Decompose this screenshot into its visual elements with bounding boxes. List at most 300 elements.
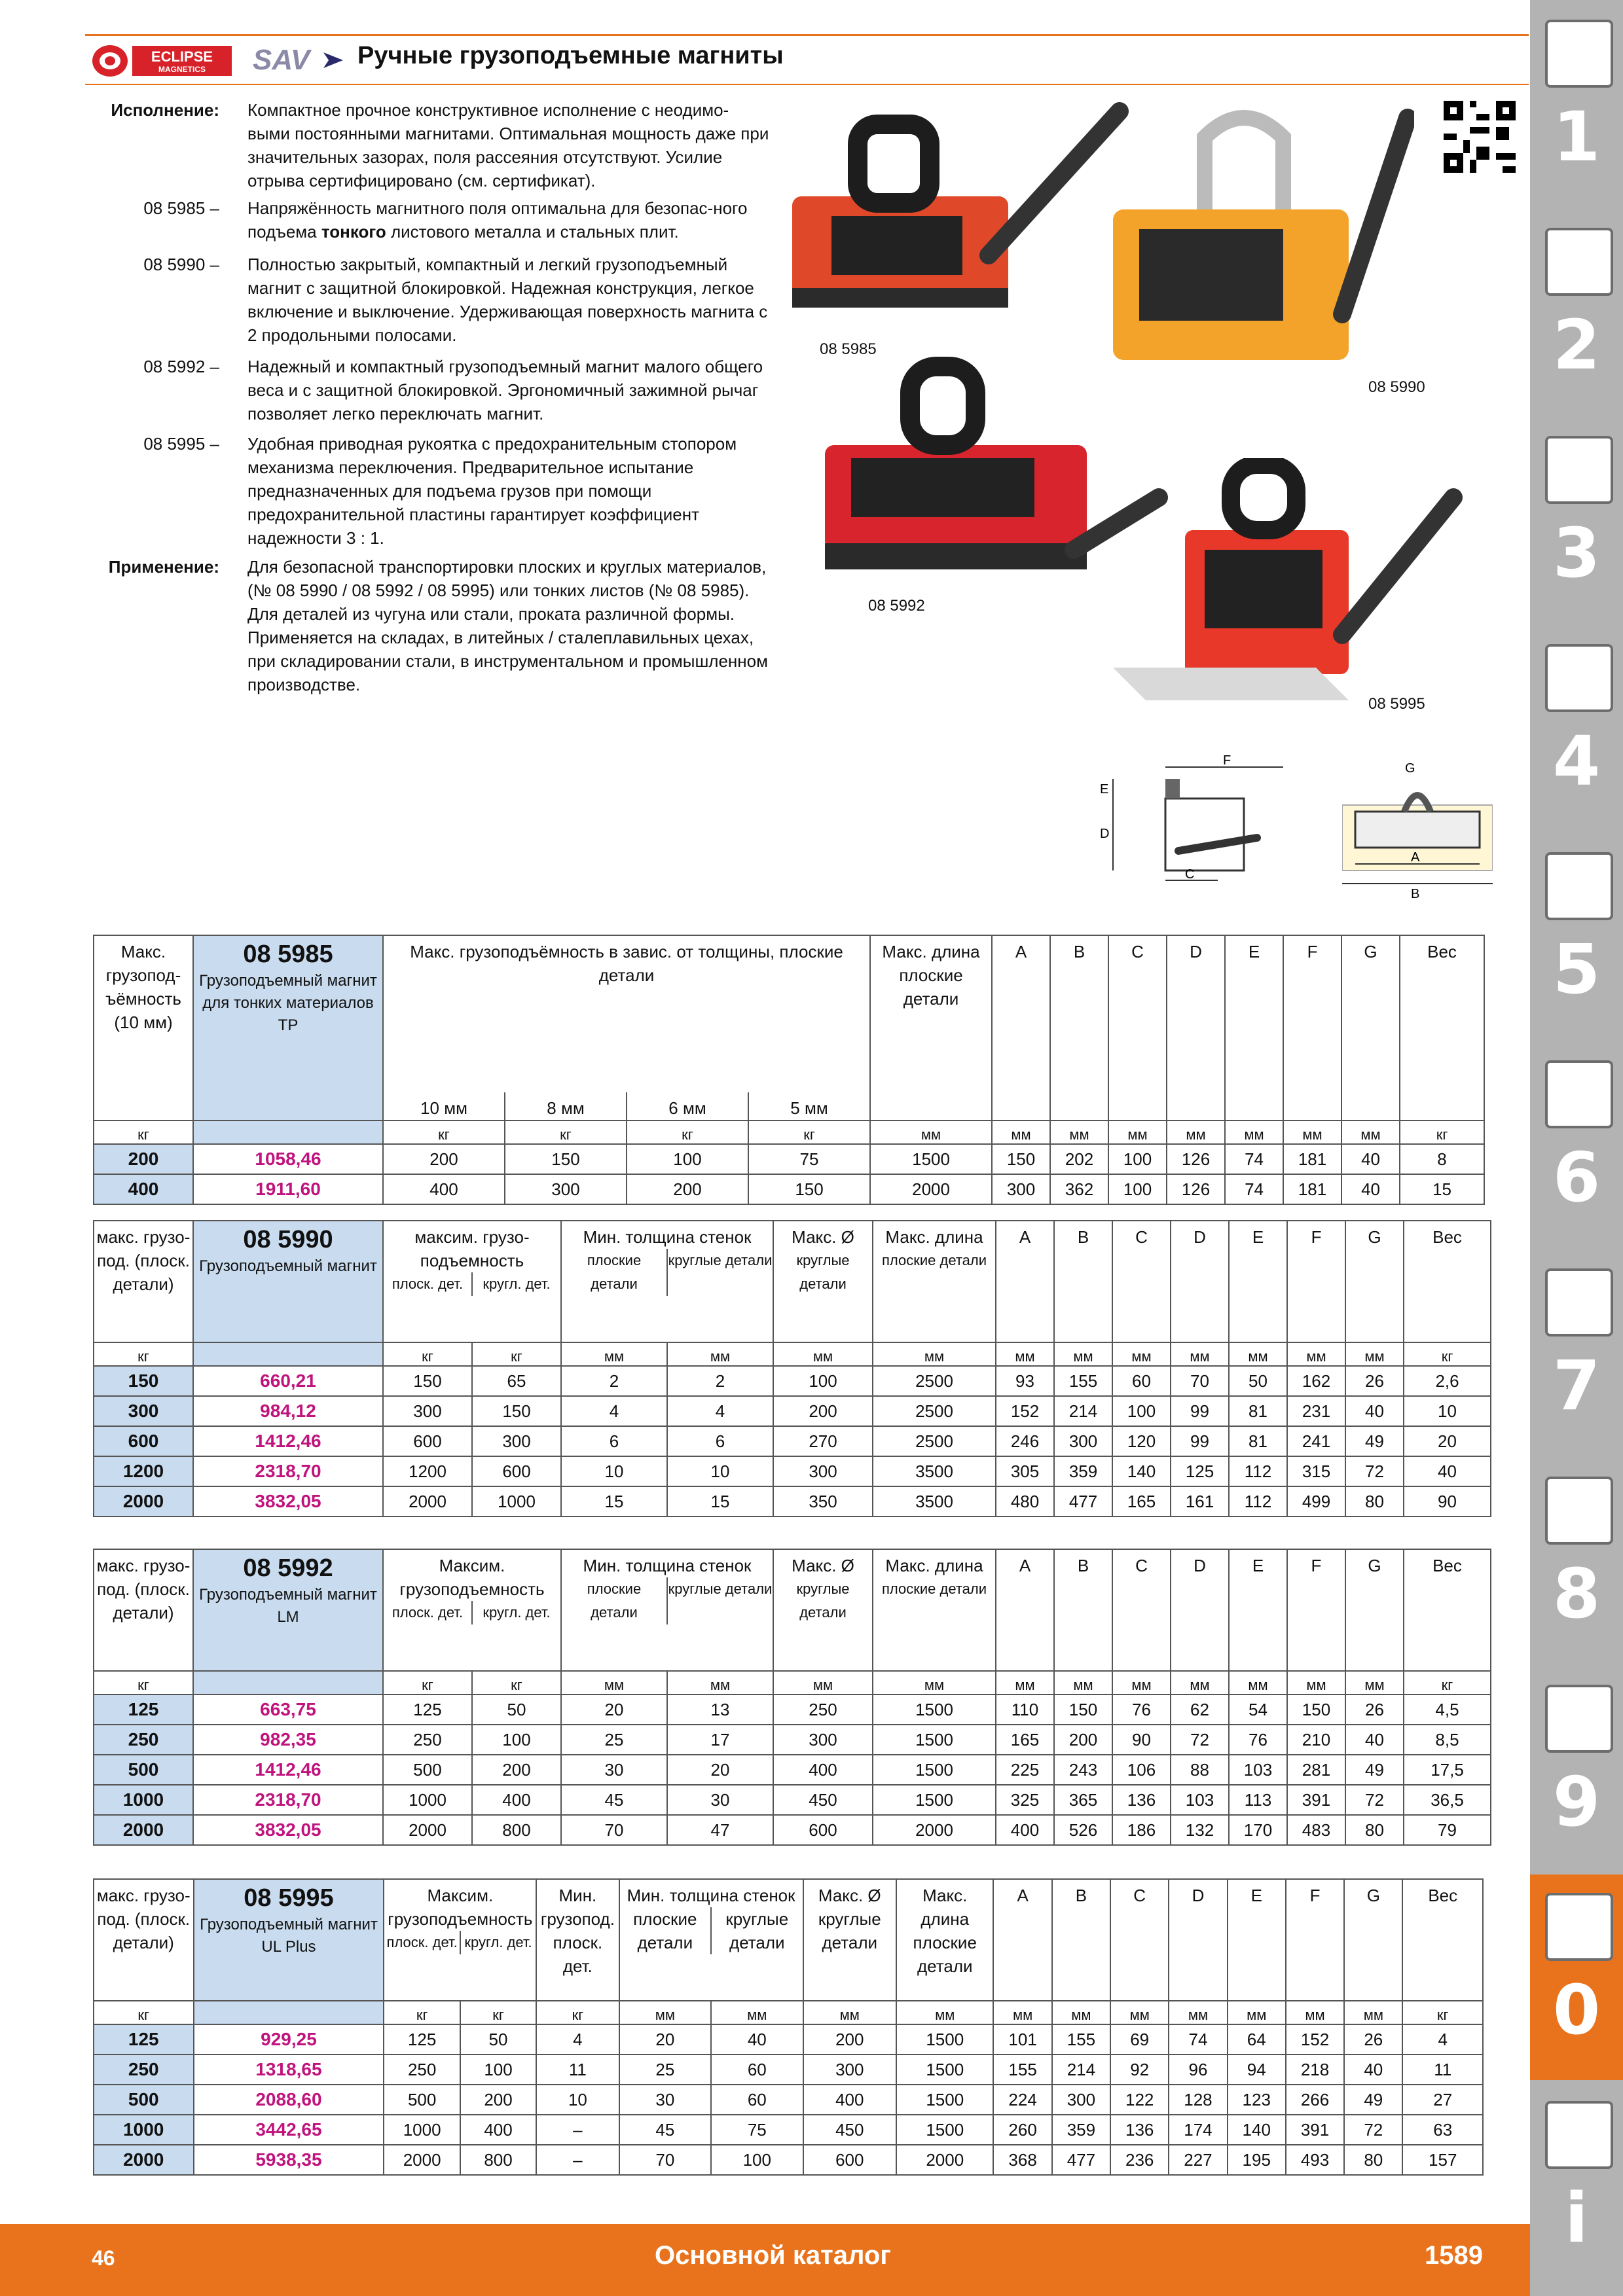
table-cell: 69 bbox=[1110, 2024, 1169, 2054]
table-cell: 2500 bbox=[873, 1396, 996, 1426]
footer-page-left: 46 bbox=[92, 2246, 115, 2270]
table-row bbox=[94, 1815, 1491, 1845]
table-cell: 300 bbox=[472, 1426, 561, 1456]
table-cell: 4 bbox=[561, 1396, 667, 1426]
svg-text:SAV: SAV bbox=[253, 44, 310, 76]
unit-cell: мм bbox=[1228, 2001, 1286, 2024]
table-cell: 110 bbox=[996, 1695, 1054, 1725]
table-cell: 165 bbox=[996, 1725, 1054, 1755]
chapter-i-icon[interactable] bbox=[1545, 2101, 1613, 2169]
table-cell: 60 bbox=[711, 2054, 803, 2085]
table-cell: 126 bbox=[1167, 1144, 1225, 1174]
chapter-tab-i[interactable]: i bbox=[1565, 2178, 1588, 2258]
col-header: макс. грузо-под. (плоск. детали) bbox=[94, 1221, 193, 1342]
table-cell: 4 bbox=[1402, 2024, 1483, 2054]
chapter-9-icon[interactable] bbox=[1545, 1685, 1613, 1753]
table-cell: 74 bbox=[1225, 1144, 1283, 1174]
table-cell: 100 bbox=[711, 2145, 803, 2175]
unit-cell: кг bbox=[94, 1342, 193, 1366]
unit-cell: кг bbox=[460, 2001, 536, 2024]
col-header: G bbox=[1344, 1879, 1402, 2001]
table-cell: 2000 bbox=[384, 2145, 460, 2175]
table-cell: 10 bbox=[536, 2085, 619, 2115]
table-cell: 150 bbox=[748, 1174, 870, 1204]
maxd-header bbox=[773, 1221, 873, 1342]
col-header: G bbox=[1345, 1221, 1404, 1342]
table-cell: 150 bbox=[383, 1366, 472, 1396]
price-cell: 2318,70 bbox=[193, 1456, 383, 1486]
unit-cell: кг bbox=[1400, 1121, 1484, 1144]
table-cell: 136 bbox=[1110, 2115, 1169, 2145]
product-code: 08 5990 bbox=[243, 1226, 333, 1253]
col-header: G bbox=[1345, 1549, 1404, 1671]
product-name: Грузоподъемный магнит LM bbox=[199, 1586, 377, 1626]
capacity-cell: 600 bbox=[94, 1426, 193, 1456]
cap-sub: кругл. дет. bbox=[460, 1931, 536, 1954]
capacity-cell: 1200 bbox=[94, 1456, 193, 1486]
table-cell: 400 bbox=[773, 1755, 873, 1785]
unit-cell: кг bbox=[627, 1121, 748, 1144]
chapter-0-icon[interactable] bbox=[1545, 1893, 1613, 1961]
unit-cell: кг bbox=[1402, 2001, 1483, 2024]
capacity-cell: 500 bbox=[94, 2085, 194, 2115]
table-row bbox=[94, 1725, 1491, 1755]
table-cell: 800 bbox=[472, 1815, 561, 1845]
item-text: Удобная приводная рукоятка с предохранительным стопором механизма переключения. Предварительное испытание предназначенных для подъема грузов при помощи предохранительной пластины гарантирует коэффициент надежности 3 : 1. bbox=[247, 434, 737, 548]
table-cell: 72 bbox=[1345, 1785, 1404, 1815]
table-cell: 224 bbox=[993, 2085, 1051, 2115]
table-cell: 45 bbox=[561, 1785, 667, 1815]
table-cell: 20 bbox=[1404, 1426, 1491, 1456]
photo-label: 08 5985 bbox=[820, 340, 877, 358]
unit-cell: мм bbox=[992, 1121, 1050, 1144]
table-cell: 76 bbox=[1112, 1695, 1171, 1725]
chapter-4-icon[interactable] bbox=[1545, 644, 1613, 712]
chapter-tab-0[interactable]: 0 bbox=[1552, 1970, 1601, 2050]
table-cell: 94 bbox=[1228, 2054, 1286, 2085]
table-cell: 3500 bbox=[873, 1456, 996, 1486]
page-title: Ручные грузоподъемные магниты bbox=[357, 42, 784, 69]
col-header: Вес bbox=[1404, 1221, 1491, 1342]
table-row bbox=[94, 1755, 1491, 1785]
price-cell: 660,21 bbox=[193, 1366, 383, 1396]
unit-cell: кг bbox=[748, 1121, 870, 1144]
item-text: Надежный и компактный грузоподъемный магнит малого общего веса и с защитной блокировкой. Эргономичный зажимной рычаг позволяет легко переключать магнит. bbox=[247, 357, 763, 423]
capacity-cell: 500 bbox=[94, 1755, 193, 1785]
table-cell: 96 bbox=[1169, 2054, 1227, 2085]
dim-label-a: A bbox=[1411, 850, 1420, 865]
table-cell: 600 bbox=[383, 1426, 472, 1456]
chapter-tab-8[interactable]: 8 bbox=[1552, 1554, 1601, 1634]
table-cell: 62 bbox=[1171, 1695, 1229, 1725]
col-header: A bbox=[996, 1549, 1054, 1671]
wall-subs bbox=[620, 1907, 803, 1954]
table-cell: 112 bbox=[1229, 1486, 1287, 1516]
table-cell: 155 bbox=[1054, 1366, 1112, 1396]
photo-label: 08 5990 bbox=[1368, 378, 1425, 396]
table-row bbox=[94, 1144, 1484, 1174]
col-header: макс. грузо-под. (плоск. детали) bbox=[94, 1549, 193, 1671]
chapter-1-icon[interactable] bbox=[1545, 20, 1613, 88]
svg-text:ECLIPSE: ECLIPSE bbox=[151, 48, 213, 65]
table-cell: 2000 bbox=[870, 1174, 992, 1204]
table-cell: 4 bbox=[667, 1396, 773, 1426]
table-cell: 65 bbox=[472, 1366, 561, 1396]
table-cell: 200 bbox=[1054, 1725, 1112, 1755]
table-085995 bbox=[93, 1878, 1484, 2176]
group-header: Макс. грузоподъёмность в завис. от толщины, плоские детали bbox=[383, 935, 870, 1092]
chapter-tab-2[interactable]: 2 bbox=[1552, 305, 1601, 385]
col-header: F bbox=[1283, 935, 1341, 1121]
table-085992 bbox=[93, 1549, 1491, 1846]
table-cell: 2000 bbox=[383, 1486, 472, 1516]
table-row bbox=[94, 2145, 1483, 2175]
table-cell: 100 bbox=[773, 1366, 873, 1396]
chapter-3-icon[interactable] bbox=[1545, 436, 1613, 504]
maxd-title: Макс. Ø bbox=[792, 1227, 854, 1247]
table-cell: 99 bbox=[1171, 1426, 1229, 1456]
table-cell: 40 bbox=[1341, 1144, 1400, 1174]
table-cell: 368 bbox=[993, 2145, 1051, 2175]
wall-header bbox=[561, 1549, 773, 1671]
table-cell: 477 bbox=[1052, 2145, 1110, 2175]
table-cell: – bbox=[536, 2115, 619, 2145]
col-header: C bbox=[1110, 1879, 1169, 2001]
col-header: макс. грузо-под. (плоск. детали) bbox=[94, 1879, 194, 2001]
chapter-7-icon[interactable] bbox=[1545, 1268, 1613, 1336]
table-cell: 200 bbox=[803, 2024, 896, 2054]
unit-cell: мм bbox=[1050, 1121, 1108, 1144]
cap-title: Максим. грузоподъемность bbox=[399, 1556, 545, 1599]
chapter-tab-4[interactable]: 4 bbox=[1552, 721, 1601, 801]
table-cell: 99 bbox=[1171, 1396, 1229, 1426]
table-cell: 40 bbox=[1344, 2054, 1402, 2085]
table-cell: 11 bbox=[1402, 2054, 1483, 2085]
chapter-6-icon[interactable] bbox=[1545, 1060, 1613, 1128]
maxd-header bbox=[773, 1549, 873, 1671]
product-name: Грузоподъемный магнит для тонких материалов TP bbox=[199, 972, 377, 1034]
unit-cell: мм bbox=[1345, 1342, 1404, 1366]
table-cell: 2000 bbox=[896, 2145, 993, 2175]
table-cell: 165 bbox=[1112, 1486, 1171, 1516]
unit-cell: мм bbox=[1283, 1121, 1341, 1144]
col-header: Мин. грузопод. плоск. дет. bbox=[536, 1879, 619, 2001]
table-cell: 200 bbox=[460, 2085, 536, 2115]
table-cell: 2500 bbox=[873, 1366, 996, 1396]
table-085990 bbox=[93, 1220, 1491, 1517]
unit-cell: мм bbox=[1341, 1121, 1400, 1144]
table-cell: 10 bbox=[1404, 1396, 1491, 1426]
application-text: Для безопасной транспортировки плоских и круглых материалов, (№ 08 5990 / 08 5992 / 08 5995) или тонких листов (№ 08 5985). Для деталей из чугуна или стали, проката различной формы. Применяется на складах, в литейных / сталеплавильных цехах, при складировании стали, в инструментальном и промышленном производстве. bbox=[247, 557, 768, 694]
table-cell: 128 bbox=[1169, 2085, 1227, 2115]
top-rule bbox=[85, 34, 1529, 36]
table-cell: 10 bbox=[561, 1456, 667, 1486]
col-header: D bbox=[1169, 1879, 1227, 2001]
table-cell: 50 bbox=[472, 1695, 561, 1725]
unit-cell bbox=[193, 1671, 383, 1695]
cap-header bbox=[384, 1879, 536, 2001]
dim-label-d: D bbox=[1100, 827, 1110, 841]
product-header bbox=[194, 1879, 384, 2001]
unit-cell: мм bbox=[773, 1671, 873, 1695]
capacity-cell: 200 bbox=[94, 1144, 193, 1174]
table-cell: 225 bbox=[996, 1755, 1054, 1785]
table-cell: 227 bbox=[1169, 2145, 1227, 2175]
unit-cell: кг bbox=[1404, 1671, 1491, 1695]
unit-cell: мм bbox=[1112, 1671, 1171, 1695]
wall-sub: круглые детали bbox=[710, 1907, 802, 1954]
unit-cell: мм bbox=[1344, 2001, 1402, 2024]
sub-header: 8 мм bbox=[505, 1092, 627, 1121]
table-cell: 500 bbox=[384, 2085, 460, 2115]
capacity-cell: 125 bbox=[94, 2024, 194, 2054]
wall-title: Мин. толщина стенок bbox=[627, 1886, 795, 1905]
table-cell: 13 bbox=[667, 1695, 773, 1725]
chapter-tab-9[interactable]: 9 bbox=[1552, 1762, 1601, 1842]
unit-cell: мм bbox=[1112, 1342, 1171, 1366]
table-cell: 25 bbox=[619, 2054, 711, 2085]
sub-header: 5 мм bbox=[748, 1092, 870, 1121]
unit-cell: кг bbox=[505, 1121, 627, 1144]
table-cell: 50 bbox=[460, 2024, 536, 2054]
price-cell: 1412,46 bbox=[193, 1426, 383, 1456]
chapter-tab-5[interactable]: 5 bbox=[1552, 929, 1601, 1009]
unit-cell: мм bbox=[619, 2001, 711, 2024]
table-cell: 140 bbox=[1228, 2115, 1286, 2145]
table-cell: 17,5 bbox=[1404, 1755, 1491, 1785]
table-cell: 15 bbox=[667, 1486, 773, 1516]
table-cell: 400 bbox=[383, 1174, 505, 1204]
item-code: 08 5985 – bbox=[143, 198, 219, 218]
capacity-cell: 2000 bbox=[94, 1486, 193, 1516]
table-cell: 300 bbox=[803, 2054, 896, 2085]
unit-cell: мм bbox=[896, 2001, 993, 2024]
table-cell: 80 bbox=[1344, 2145, 1402, 2175]
cap-subs bbox=[384, 1601, 560, 1624]
dim-label-e: E bbox=[1100, 782, 1109, 797]
table-cell: 150 bbox=[1054, 1695, 1112, 1725]
price-cell: 3832,05 bbox=[193, 1815, 383, 1845]
unit-cell: кг bbox=[472, 1671, 561, 1695]
table-cell: 1500 bbox=[896, 2024, 993, 2054]
table-cell: 2 bbox=[561, 1366, 667, 1396]
eclipse-logo bbox=[90, 42, 234, 80]
unit-cell bbox=[193, 1342, 383, 1366]
chapter-tab-1[interactable]: 1 bbox=[1552, 97, 1601, 177]
table-cell: 305 bbox=[996, 1456, 1054, 1486]
table-cell: 161 bbox=[1171, 1486, 1229, 1516]
col-header: Макс. Ø круглые детали bbox=[803, 1879, 896, 2001]
table-cell: 170 bbox=[1229, 1815, 1287, 1845]
qr-code-icon bbox=[1444, 101, 1516, 173]
capacity-cell: 1000 bbox=[94, 2115, 194, 2145]
table-cell: 450 bbox=[803, 2115, 896, 2145]
table-cell: 210 bbox=[1287, 1725, 1345, 1755]
price-cell: 2318,70 bbox=[193, 1785, 383, 1815]
table-cell: – bbox=[536, 2145, 619, 2175]
unit-cell: мм bbox=[1171, 1671, 1229, 1695]
table-cell: 103 bbox=[1229, 1755, 1287, 1785]
maxlen-title: Макс. длина bbox=[885, 1227, 983, 1247]
table-cell: 231 bbox=[1287, 1396, 1345, 1426]
table-cell: 250 bbox=[773, 1695, 873, 1725]
table-cell: 600 bbox=[803, 2145, 896, 2175]
magnet-photo-085985 bbox=[779, 98, 1146, 334]
cap-sub: плоск. дет. bbox=[392, 1276, 464, 1292]
wall-header bbox=[561, 1221, 773, 1342]
capacity-cell: 2000 bbox=[94, 1815, 193, 1845]
table-cell: 150 bbox=[992, 1144, 1050, 1174]
chapter-2-icon[interactable] bbox=[1545, 228, 1613, 296]
table-row bbox=[94, 2024, 1483, 2054]
unit-cell: кг bbox=[94, 1671, 193, 1695]
unit-cell: мм bbox=[561, 1342, 667, 1366]
sub-header: 10 мм bbox=[383, 1092, 505, 1121]
table-cell: 150 bbox=[505, 1144, 627, 1174]
col-header: E bbox=[1225, 935, 1283, 1121]
table-cell: 100 bbox=[1112, 1396, 1171, 1426]
table-cell: 72 bbox=[1171, 1725, 1229, 1755]
table-cell: 136 bbox=[1112, 1785, 1171, 1815]
table-cell: 122 bbox=[1110, 2085, 1169, 2115]
table-cell: 6 bbox=[667, 1426, 773, 1456]
table-cell: 90 bbox=[1112, 1725, 1171, 1755]
capacity-cell: 250 bbox=[94, 1725, 193, 1755]
table-cell: 477 bbox=[1054, 1486, 1112, 1516]
col-header: G bbox=[1341, 935, 1400, 1121]
chapter-tab-7[interactable]: 7 bbox=[1552, 1346, 1601, 1426]
capacity-cell: 250 bbox=[94, 2054, 194, 2085]
table-cell: 20 bbox=[667, 1755, 773, 1785]
col-header: D bbox=[1171, 1221, 1229, 1342]
table-cell: 1500 bbox=[873, 1785, 996, 1815]
table-cell: 300 bbox=[773, 1725, 873, 1755]
table-cell: 36,5 bbox=[1404, 1785, 1491, 1815]
col-header: E bbox=[1229, 1549, 1287, 1671]
cap-header bbox=[383, 1221, 561, 1342]
chapter-tab-6[interactable]: 6 bbox=[1552, 1138, 1601, 1217]
unit-cell: мм bbox=[667, 1342, 773, 1366]
table-cell: 1000 bbox=[384, 2115, 460, 2145]
capacity-cell: 1000 bbox=[94, 1785, 193, 1815]
wall-title: Мин. толщина стенок bbox=[583, 1227, 752, 1247]
table-cell: 450 bbox=[773, 1785, 873, 1815]
unit-cell: мм bbox=[1054, 1671, 1112, 1695]
table-row bbox=[94, 1174, 1484, 1204]
table-cell: 400 bbox=[472, 1785, 561, 1815]
unit-cell: кг bbox=[383, 1121, 505, 1144]
table-body bbox=[94, 1366, 1491, 1516]
table-cell: 70 bbox=[561, 1815, 667, 1845]
table-cell: 315 bbox=[1287, 1456, 1345, 1486]
table-cell: 47 bbox=[667, 1815, 773, 1845]
col-header: Вес bbox=[1402, 1879, 1483, 2001]
table-cell: 70 bbox=[1171, 1366, 1229, 1396]
table-cell: 300 bbox=[773, 1456, 873, 1486]
table-cell: 49 bbox=[1345, 1426, 1404, 1456]
table-cell: 74 bbox=[1169, 2024, 1227, 2054]
table-cell: 499 bbox=[1287, 1486, 1345, 1516]
capacity-cell: 300 bbox=[94, 1396, 193, 1426]
wall-sub: плоские детали bbox=[587, 1581, 642, 1621]
col-header: D bbox=[1167, 935, 1225, 1121]
footer-title: Основной каталог bbox=[655, 2241, 891, 2270]
unit-cell bbox=[194, 2001, 384, 2024]
table-row bbox=[94, 1426, 1491, 1456]
unit-cell: мм bbox=[1167, 1121, 1225, 1144]
sub-header: 6 мм bbox=[627, 1092, 748, 1121]
dim-label-b: B bbox=[1411, 887, 1420, 901]
table-cell: 246 bbox=[996, 1426, 1054, 1456]
unit-cell: кг bbox=[1404, 1342, 1491, 1366]
table-row bbox=[94, 1396, 1491, 1426]
maxlen-sub: плоские детали bbox=[882, 1252, 987, 1268]
table-cell: 200 bbox=[383, 1144, 505, 1174]
chapter-5-icon[interactable] bbox=[1545, 852, 1613, 920]
cap-subs bbox=[384, 1272, 560, 1296]
unit-cell: мм bbox=[996, 1671, 1054, 1695]
table-cell: 200 bbox=[627, 1174, 748, 1204]
execution-text: Компактное прочное конструктивное исполнение с неодимо-выми постоянными магнитами. Оптимальная мощность даже при значительных зазорах, поля рассеяния отсутствуют. Усилие отрыва сертифицировано (см. сертификат). bbox=[247, 100, 769, 190]
wall-header bbox=[619, 1879, 803, 2001]
dim-label-f: F bbox=[1223, 753, 1231, 768]
unit-cell: мм bbox=[1229, 1671, 1287, 1695]
unit-cell: мм bbox=[711, 2001, 803, 2024]
table-cell: 300 bbox=[505, 1174, 627, 1204]
price-cell: 1412,46 bbox=[193, 1755, 383, 1785]
wall-subs bbox=[562, 1577, 773, 1624]
table-cell: 500 bbox=[383, 1755, 472, 1785]
unit-cell: мм bbox=[1229, 1342, 1287, 1366]
maxd-sub: круглые детали bbox=[796, 1581, 850, 1621]
table-cell: 63 bbox=[1402, 2115, 1483, 2145]
table-cell: 1500 bbox=[873, 1695, 996, 1725]
table-cell: 150 bbox=[472, 1396, 561, 1426]
table-cell: 93 bbox=[996, 1366, 1054, 1396]
col-header: Вес bbox=[1400, 935, 1484, 1121]
dimension-diagram-left bbox=[1087, 753, 1296, 884]
cap-title: Максим. грузоподъемность bbox=[388, 1886, 533, 1929]
product-header bbox=[193, 935, 383, 1121]
table-cell: 1000 bbox=[383, 1785, 472, 1815]
table-cell: 90 bbox=[1404, 1486, 1491, 1516]
table-cell: 174 bbox=[1169, 2115, 1227, 2145]
col-header: F bbox=[1287, 1221, 1345, 1342]
table-cell: 74 bbox=[1225, 1174, 1283, 1204]
execution-label: Исполнение: bbox=[111, 100, 219, 120]
cap-sub: плоск. дет. bbox=[386, 1934, 458, 1950]
capacity-cell: 150 bbox=[94, 1366, 193, 1396]
table-cell: 359 bbox=[1054, 1456, 1112, 1486]
table-cell: 202 bbox=[1050, 1144, 1108, 1174]
col-header: E bbox=[1229, 1221, 1287, 1342]
unit-cell: мм bbox=[803, 2001, 896, 2024]
unit-cell: мм bbox=[873, 1342, 996, 1366]
table-row bbox=[94, 1486, 1491, 1516]
table-cell: 8 bbox=[1400, 1144, 1484, 1174]
table-cell: 26 bbox=[1345, 1695, 1404, 1725]
chapter-8-icon[interactable] bbox=[1545, 1477, 1613, 1545]
table-cell: 243 bbox=[1054, 1755, 1112, 1785]
table-cell: 2000 bbox=[873, 1815, 996, 1845]
svg-text:MAGNETICS: MAGNETICS bbox=[158, 65, 206, 74]
col-header: B bbox=[1054, 1549, 1112, 1671]
col-header: B bbox=[1054, 1221, 1112, 1342]
table-cell: 150 bbox=[1287, 1695, 1345, 1725]
table-cell: 100 bbox=[472, 1725, 561, 1755]
table-cell: 8,5 bbox=[1404, 1725, 1491, 1755]
chapter-tab-3[interactable]: 3 bbox=[1552, 513, 1601, 593]
